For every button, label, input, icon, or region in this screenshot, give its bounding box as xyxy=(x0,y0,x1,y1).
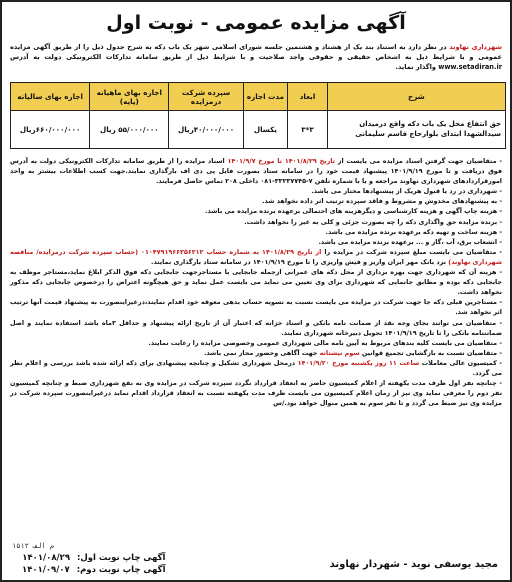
cell-dims: ۳*۳ xyxy=(288,111,328,149)
table-row xyxy=(11,111,506,149)
condition-item: - انشعاب برق، آب ،گاز و ... برعهده برنده مزایده می باشد. xyxy=(318,237,502,246)
condition-highlight: تاریخ ۱۴۰۱/۸/۲۹ تا مورخ ۱۴۰۱/۹/۷ xyxy=(227,157,336,165)
header-monthly: اجاره بهای ماهیانه (پایه) xyxy=(90,83,169,111)
footer xyxy=(10,550,502,578)
print-label: آگهی چاپ نوبت اول: xyxy=(76,553,166,563)
header-yearly: اجاره بهای سالیانه xyxy=(11,83,90,111)
condition-text: درمحل شهرداری تشکیل و چنانچه پیشنهادی برای دکه ارائه شده باشد بررسی و اعلام نظر می گردد. xyxy=(10,358,502,377)
header-duration: مدت اجاره xyxy=(243,83,288,111)
auction-table xyxy=(10,82,506,149)
condition-item: - هزینه چاپ آگهی و هزینه کارشناسی و دیگرهزینه های احتمالی برعهده برنده مزایده می باشد. xyxy=(205,207,502,216)
condition-text: نزد بانک مهر ایران واریز و فیش واریزی را تا مورخ ۱۴۰۱/۹/۱۹ در سامانه ستاد بارگذاری نمایند. xyxy=(151,257,449,266)
condition-text: - کمیسیون عالی معاملات xyxy=(419,358,502,367)
cell-desc: حق انتفاع محل یک باب دکه واقع درمیدان سیدالشهدا ابتدای بلوارحاج قاسم سلیمانی xyxy=(327,111,505,149)
condition-highlight: ساعت ۱۱ روز یکشنبه مورخ ۱۴۰۱/۹/۲۰ xyxy=(297,358,420,367)
print-date: ۱۴۰۱/۰۸/۲۹ xyxy=(22,553,71,563)
condition-text: - متقاضیان می بایست مبلغ سپرده شرکت در مزایده را xyxy=(321,247,502,256)
table-header-row xyxy=(11,83,506,111)
municipality-name: شهرداری نهاوند xyxy=(449,43,502,51)
condition-item: - متقاضیان می بایست کلیه بندهای مربوط به آیین نامه مالی شهرداری عمومی وخصوصی مزایده را رعایت نمایند. xyxy=(148,338,502,347)
cell-deposit: ۴۰/۰۰۰/۰۰۰ریال xyxy=(169,111,243,149)
condition-item: - چنانچه نفر اول ظرف مدت یکهفته از اعلام کمیسیون حاضر به انعقاد قرارداد نگردد سپرده شرکت در مزایده وی به نفع شهرداری ضبط و چنانچه کمیسیون نفر دوم را معرفی نماید وی نیز از زمان اعلام کمیسیون می بایست ظرف مدت یکهفته نسبت به انعقاد قرارداد اقدام نماید درغیراینصورت سپرده شرکت در مزایده وی نیز ضبط می گردد و تا نفر سوم به همین منوال خواهد بود./س xyxy=(10,379,502,408)
condition-item: - هزینه ساخت و تهیه دکه برعهده برنده مزایده می باشد. xyxy=(325,227,502,236)
condition-item: - به پیشنهادهای مخدوش و مشروط و فاقد سپرده ترتیب اثر داده نخواهد شد. xyxy=(262,197,502,206)
notice-title: آگهی مزایده عمومی - نوبت اول xyxy=(106,12,406,34)
print-date: ۱۴۰۱/۰۹/۰۷ xyxy=(22,565,70,575)
print-label: آگهی چاپ نوبت دوم: xyxy=(76,565,166,575)
intro-text: در نظر دارد به استناد بند یک از هشتاد و هشتمین جلسه شورای اسلامی شهر یک باب دکه به شرح جدول ذیل را از طریق آگهی مزایده عمومی و با شرایط ذیل به اشخاص حقیقی و حقوقی واجد صلاحیت و با شرایط ذیل از طریق سامانه تدارکات الکترونیکی دولت به آدرس www.setadiran.ir واگذار نماید. xyxy=(10,43,502,71)
condition-text: جهت آگاهی وحضور مجاز نمی باشد. xyxy=(203,348,320,357)
notice-code: ۱۵۱۲ م الف xyxy=(12,542,55,550)
condition-item xyxy=(10,156,502,186)
print-date-first xyxy=(22,552,165,564)
signature: مجید یوسفی نوید - شهردار نهاوند xyxy=(329,558,498,570)
condition-item: - متقاضیان می توانند بجای وجه نقد از ضمانت نامه بانکی و اسناد خزانه که اعتبار آن از تاریخ ارائه پیشنهاد و حداقل ۳ماه باشد استفاده نمایند و اصل ضمانتنامه بانکی را تا تاریخ ۱۴۰۱/۹/۱۹ تحویل دبیرخانه شهرداری نمایند. xyxy=(10,318,502,337)
condition-item xyxy=(10,348,502,358)
print-dates xyxy=(10,552,165,576)
condition-text: - متقاضیان جهت گرفتن اسناد مزایده می بایست از xyxy=(335,157,502,165)
header-dims: ابعاد xyxy=(288,83,328,111)
condition-highlight: از تاریخ ۱۴۰۱/۸/۲۹ به شماره حساب ۰۱۰۴۷۹۱۹۶۶۳۵۶۲۱۲ (حساب سپرده شرکت درمزایده/ مناقصه شهرداری نهاوند) xyxy=(10,247,502,266)
condition-item xyxy=(10,358,502,378)
conditions-list xyxy=(10,156,502,408)
cell-monthly: ۵۵/۰۰۰/۰۰۰ ریال xyxy=(90,111,169,149)
condition-item: - برنده مزایده حق واگذاری دکه را چه بصورت جزئی و کلی به غیر را نخواهد داشت. xyxy=(244,217,502,226)
condition-item: - شهرداری در رد یا قبول هریک از پیشنهادها مختار می باشد. xyxy=(311,187,502,196)
cell-yearly: ۶۶۰/۰۰۰/۰۰۰ریال xyxy=(11,111,90,149)
condition-item: - مستاجرین قبلی دکه جا جهت شرکت در مزایده می بایست نسبت به تسویه حساب بدهی معوقه خود اقدام نمایند،درغیراینصورت به پیشنهاد قیمت آنها ترتیب اثر نخواهد شد. xyxy=(10,298,502,317)
cell-duration: یکسال xyxy=(243,111,288,149)
condition-item: - هزینه آن که شهرداری جهت بهره برداری از محل دکه های عمرانی ازجمله جابجایی یا مستاجرجهت جابجایی دکه فوق الذکر ابلاغ نماید،مستاجر موظف به جابجایی دکه بوده و مطابق جانمایی که شهرداری برای وی تعیین می نماید می بایست عمل نماید و حق هیچگونه اعتراض را درخصوص جابجایی دکه مذکور نخواهد داشت. xyxy=(10,268,502,297)
print-date-second xyxy=(22,564,165,576)
condition-text: - متقاضیان نسبت به بازگشایی تجمیع قوانین xyxy=(359,348,502,357)
condition-text: اسناد مزایده را از طریق سامانه تدارکات الکترونیکی دولت به آدرس فوق دریافت و تا مورخ ۱۴۰۱/۹/۱۹ پیشنهاد قیمت خود را در سامانه ستاد بصورت فایل پی دی اف بارگذاری نمایند.جهت کسب اطلاعات بیشتر به واحد امورقراردادهای شهرداری نهاوند مراجعه و یا با شماره تلفن ۷-۳۳۲۳۷۷۴۵-۰۸۱ داخلی ۲۰۸ تماس حاصل فرمایند. xyxy=(10,157,503,186)
condition-highlight: سوم نیشتانه xyxy=(319,348,360,357)
header-desc: شرح xyxy=(327,83,505,111)
intro-paragraph xyxy=(10,42,502,72)
header-deposit: سپرده شرکت درمزایده xyxy=(169,83,243,111)
condition-item xyxy=(10,247,502,267)
